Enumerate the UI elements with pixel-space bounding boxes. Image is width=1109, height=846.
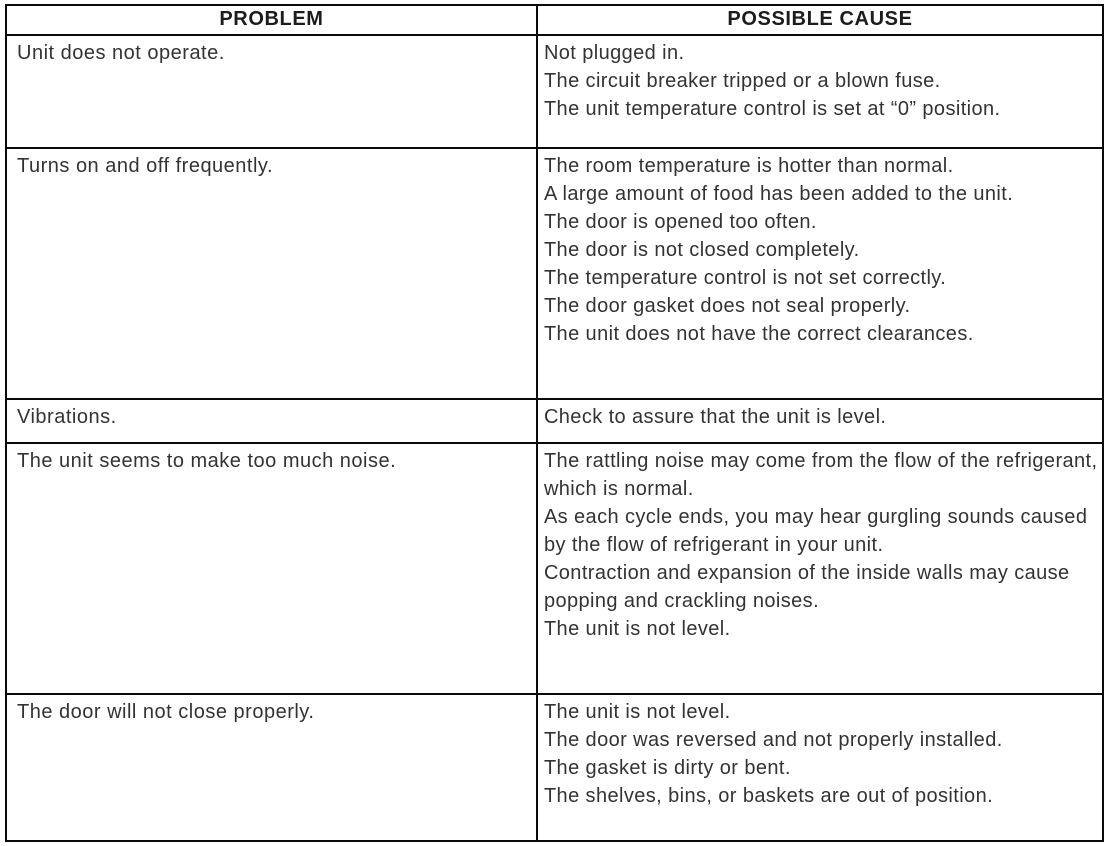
- cause-cell: [537, 443, 1103, 694]
- problem-column-header: PROBLEM: [6, 5, 537, 35]
- table-header-row: [6, 5, 1103, 35]
- cause-cell: [537, 35, 1103, 148]
- possible-cause-column-header: POSSIBLE CAUSE: [537, 5, 1103, 35]
- cause-text: The door was reversed and not properly installed.: [543, 728, 1003, 751]
- cause-cell: [537, 694, 1103, 841]
- cause-text: The unit temperature control is set at “0” position.: [543, 98, 1001, 120]
- table-row: [6, 399, 1103, 443]
- cause-text: Contraction and expansion of the inside walls may cause popping and crackling noises.: [543, 561, 1070, 612]
- table-row: [6, 35, 1103, 148]
- table-row: [6, 148, 1103, 399]
- cause-text: A large amount of food has been added to the unit.: [543, 183, 1014, 206]
- cause-text: The rattling noise may come from the flow of the refrigerant, which is normal.: [543, 449, 1098, 500]
- cause-text: The room temperature is hotter than normal.: [543, 155, 954, 178]
- cause-text: The unit is not level.: [543, 700, 731, 723]
- cause-text: The door is opened too often.: [543, 211, 817, 234]
- problem-cell: Unit does not operate.: [6, 35, 537, 148]
- cause-text: The circuit breaker tripped or a blown fuse.: [543, 70, 941, 92]
- problem-cell: The unit seems to make too much noise.: [6, 443, 537, 694]
- cause-text: The door gasket does not seal properly.: [543, 295, 911, 318]
- cause-cell: [537, 399, 1103, 443]
- cause-text: The unit is not level.: [543, 617, 731, 640]
- problem-cell: Vibrations.: [6, 399, 537, 443]
- cause-text: The unit does not have the correct clearances.: [543, 323, 974, 346]
- table-row: [6, 694, 1103, 841]
- troubleshooting-table-body: [6, 35, 1103, 841]
- cause-text: The shelves, bins, or baskets are out of position.: [543, 784, 994, 807]
- cause-text: The temperature control is not set correctly.: [543, 267, 947, 290]
- problem-cell: Turns on and off frequently.: [6, 148, 537, 399]
- cause-text: As each cycle ends, you may hear gurgling sounds caused by the flow of refrigerant in your unit.: [543, 505, 1088, 556]
- troubleshooting-table: [5, 4, 1104, 842]
- cause-text: Not plugged in.: [543, 42, 685, 64]
- table-row: [6, 443, 1103, 694]
- cause-text: Check to assure that the unit is level.: [543, 405, 887, 428]
- cause-text: The gasket is dirty or bent.: [543, 756, 791, 779]
- cause-text: The door is not closed completely.: [543, 239, 860, 262]
- problem-cell: The door will not close properly.: [6, 694, 537, 841]
- cause-cell: [537, 148, 1103, 399]
